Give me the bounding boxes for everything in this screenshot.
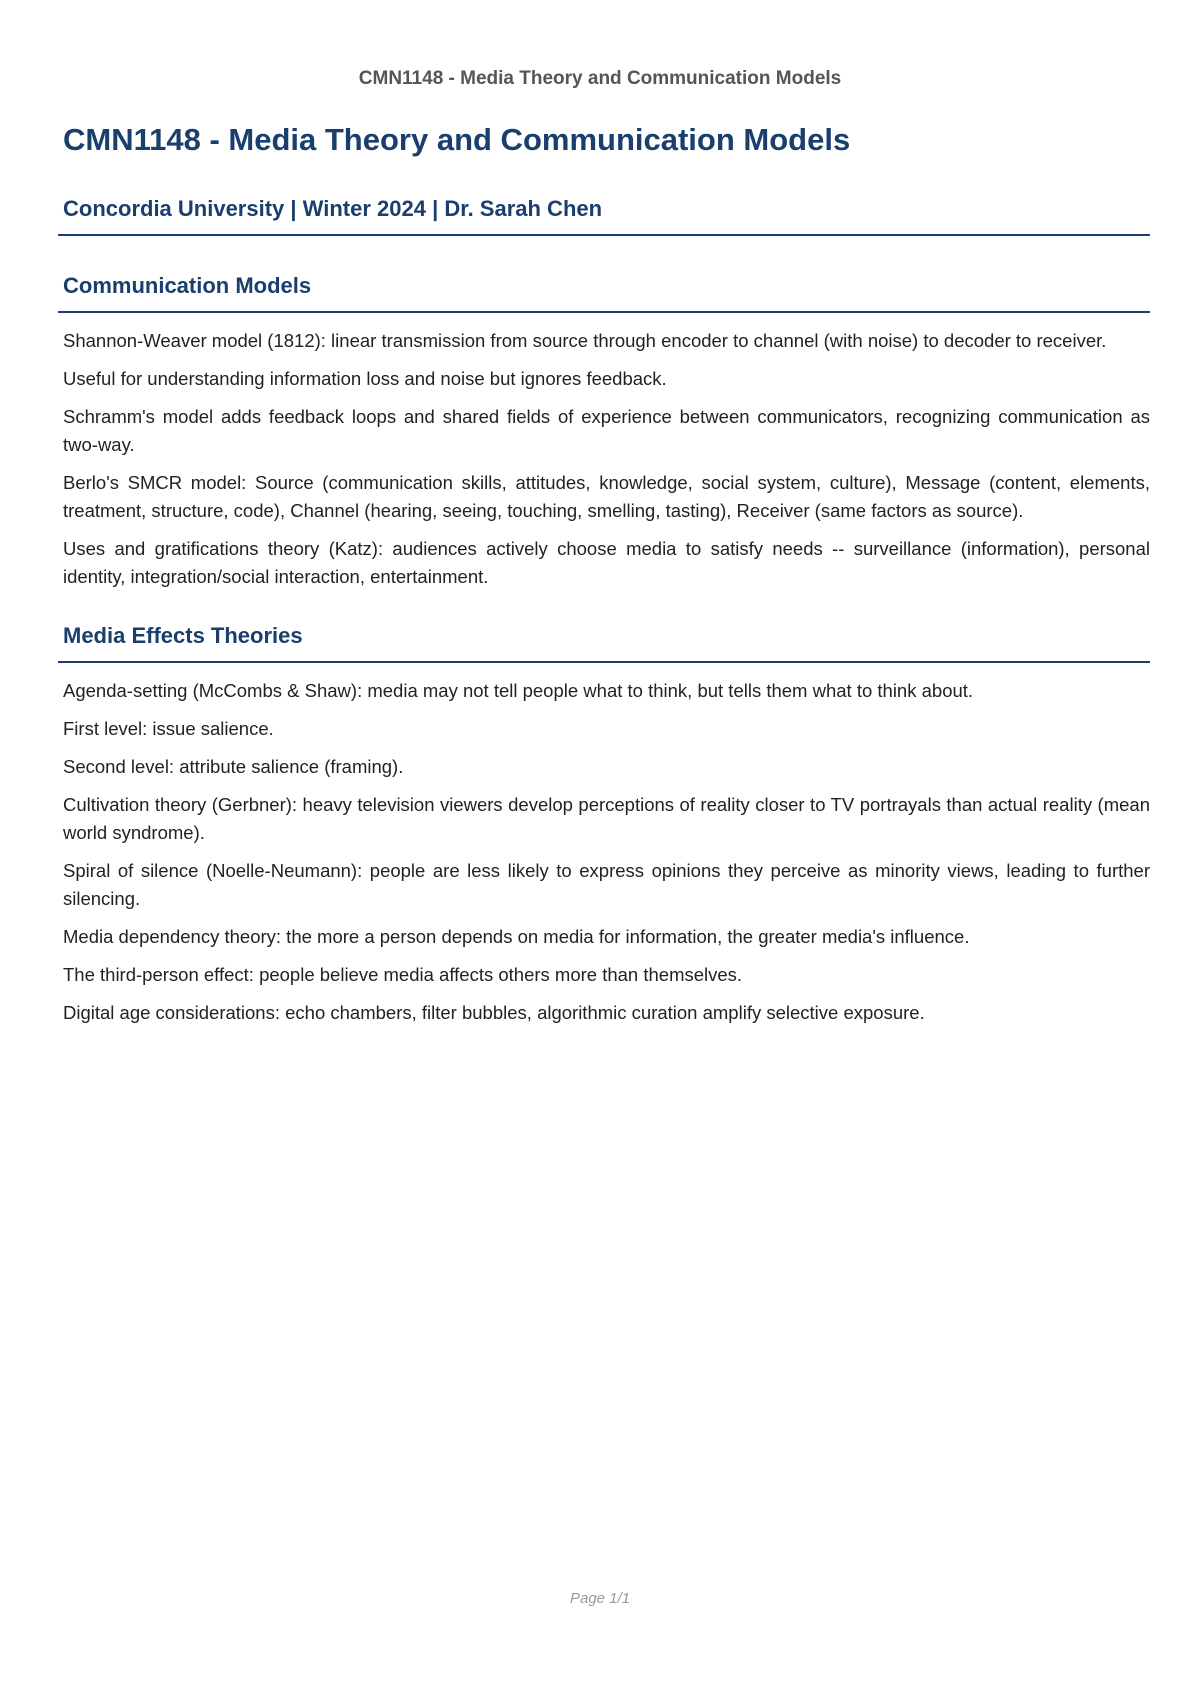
paragraph: Schramm's model adds feedback loops and shared fields of experience between communicators, recognizing communication as two-way. <box>63 406 1150 455</box>
paragraph: Cultivation theory (Gerbner): heavy television viewers develop perceptions of reality closer to TV portrayals than actual reality (mean world syndrome). <box>63 794 1150 843</box>
page-number: Page 1/1 <box>569 1590 631 1607</box>
paragraph: The third-person effect: people believe media affects others more than themselves. <box>63 964 743 985</box>
section-communication-models <box>63 327 1150 591</box>
section-divider <box>58 311 1150 313</box>
page-title: CMN1148 - Media Theory and Communication Models <box>63 122 851 157</box>
running-header: CMN1148 - Media Theory and Communication Models <box>358 68 842 89</box>
paragraph: Spiral of silence (Noelle-Neumann): people are less likely to express opinions they perceive as minority views, leading to further silencing. <box>63 860 1150 909</box>
section-heading-media-effects-theories: Media Effects Theories <box>63 623 303 648</box>
paragraph: Uses and gratifications theory (Katz): audiences actively choose media to satisfy needs -- surveillance (information), personal identity, integration/social interaction, entertainment. <box>63 538 1150 587</box>
paragraph: Shannon-Weaver model (1812): linear transmission from source through encoder to channel (with noise) to decoder to receiver. <box>63 330 1107 351</box>
section-divider <box>58 661 1150 663</box>
section-heading-communication-models: Communication Models <box>63 273 312 298</box>
course-subtitle: Concordia University | Winter 2024 | Dr. Sarah Chen <box>63 196 603 221</box>
paragraph: Useful for understanding information loss and noise but ignores feedback. <box>63 368 667 389</box>
paragraph: Second level: attribute salience (framing). <box>63 756 404 777</box>
paragraph: Digital age considerations: echo chambers, filter bubbles, algorithmic curation amplify selective exposure. <box>63 1002 925 1023</box>
paragraph: Berlo's SMCR model: Source (communication skills, attitudes, knowledge, social system, culture), Message (content, elements, treatment, structure, code), Channel (hearing, seeing, touching, smelling, tasting), Receiver (same factors as source). <box>63 472 1150 521</box>
section-media-effects-theories <box>63 677 1150 1027</box>
paragraph: First level: issue salience. <box>63 718 274 739</box>
paragraph: Agenda-setting (McCombs & Shaw): media may not tell people what to think, but tells them what to think about. <box>63 680 974 701</box>
document-body <box>58 120 1150 1037</box>
paragraph: Media dependency theory: the more a person depends on media for information, the greater media's influence. <box>63 926 970 947</box>
subtitle-divider <box>58 234 1150 236</box>
